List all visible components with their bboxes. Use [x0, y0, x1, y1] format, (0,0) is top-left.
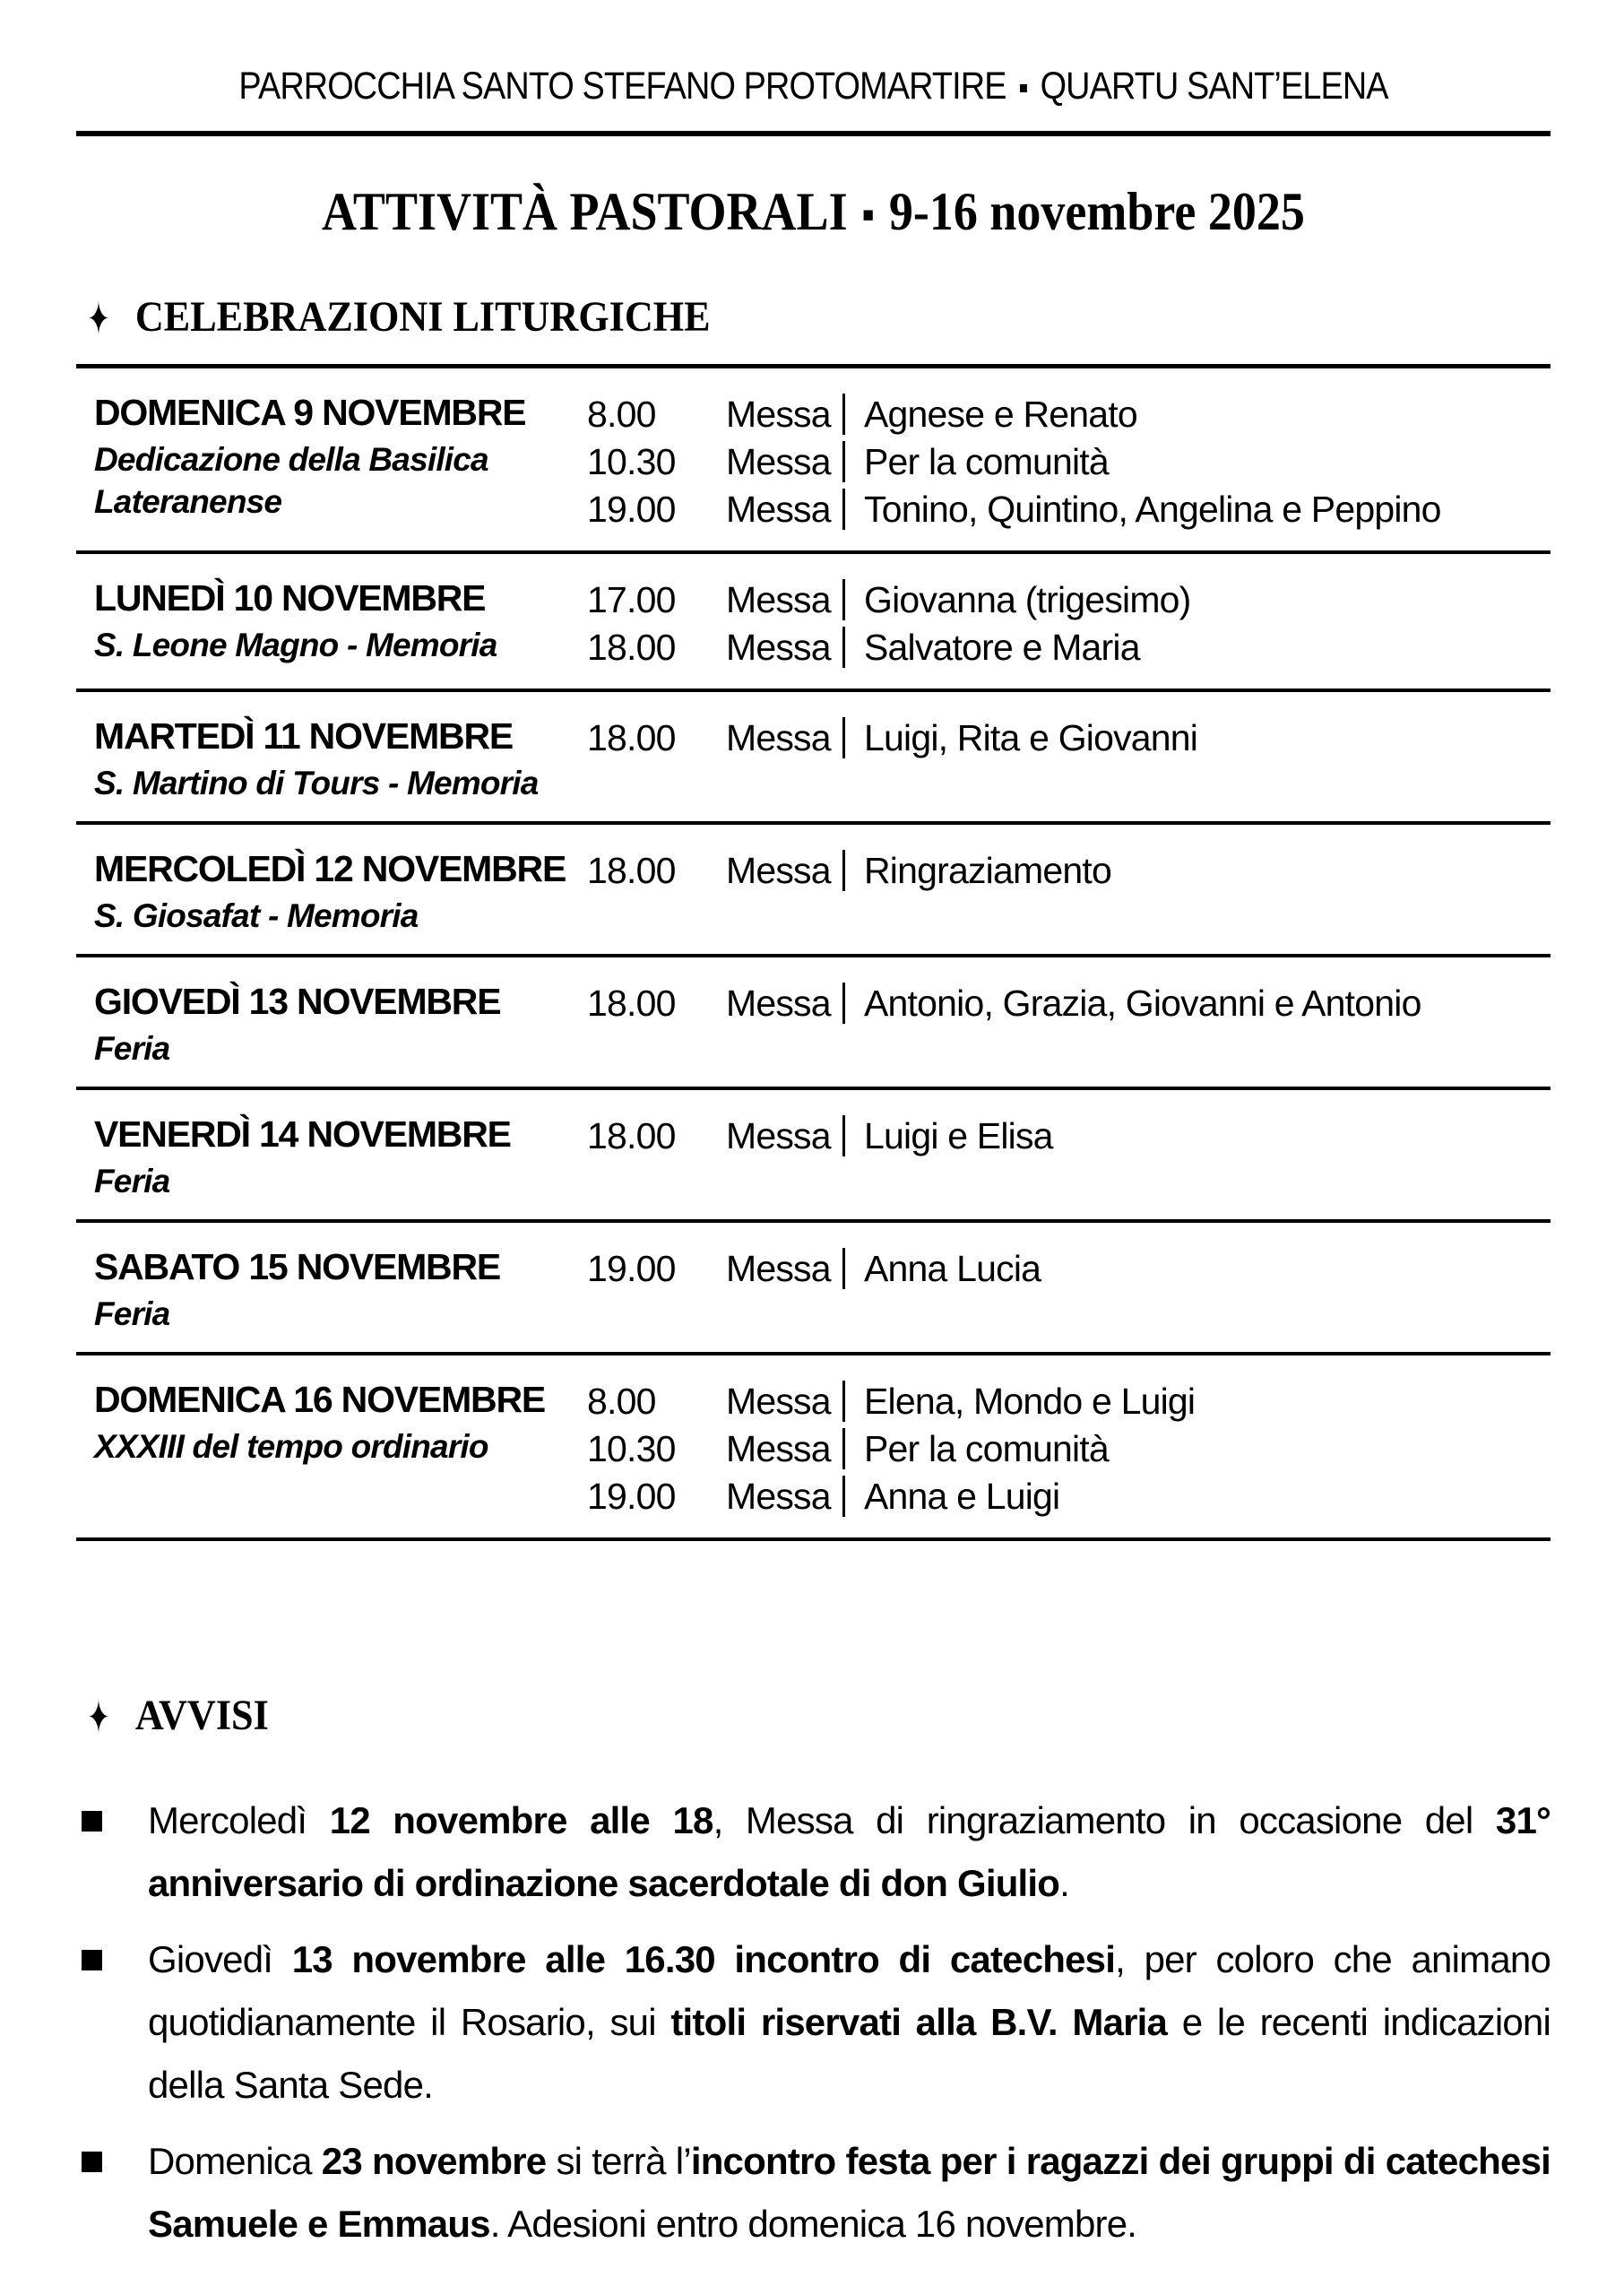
day-cell [94, 1378, 569, 1468]
section-avvisi-heading [83, 1692, 1551, 1743]
avviso-text [148, 1799, 1551, 1904]
four-pointed-star-icon: ✦ [87, 292, 110, 347]
day-cell [94, 1245, 569, 1335]
day-subtitle: S. Giosafat - Memoria [94, 896, 419, 934]
schedule-row [76, 1090, 1551, 1223]
avviso-bold-text: 23 novembre [321, 2139, 547, 2182]
mass-cell [587, 1378, 1551, 1520]
mass-entry [587, 486, 1551, 533]
day-title: GIOVEDÌ 13 NOVEMBRE [94, 980, 501, 1022]
day-cell [94, 1113, 569, 1202]
mass-time: 10.30 [587, 1427, 676, 1469]
day-subtitle: Feria [94, 1162, 170, 1199]
schedule-row [76, 1223, 1551, 1355]
schedule-row [76, 554, 1551, 692]
avviso-regular-text: Mercoledì [148, 1798, 330, 1841]
vertical-divider [842, 489, 845, 530]
avviso-regular-text: , per coloro che animano quotidianamente il Rosario, sui [148, 1937, 1551, 2043]
mass-entry [587, 1378, 1551, 1425]
avviso-item [76, 1789, 1551, 1915]
schedule-row [76, 368, 1551, 554]
liturgy-schedule-table [76, 364, 1551, 1541]
mass-time: 18.00 [587, 1114, 676, 1156]
mass-label: Messa [726, 849, 831, 891]
mass-intentions: Tonino, Quintino, Angelina e Peppino [864, 488, 1441, 530]
mass-time: 19.00 [587, 1475, 676, 1517]
vertical-divider [842, 1476, 845, 1517]
mass-cell [587, 980, 1551, 1027]
day-subtitle: S. Leone Magno - Memoria [94, 626, 497, 663]
parish-name: PARROCCHIA SANTO STEFANO PROTOMARTIRE [238, 65, 1006, 108]
mass-entry [587, 1473, 1551, 1520]
avviso-regular-text: Giovedì [148, 1937, 292, 1980]
mass-label: Messa [726, 716, 831, 758]
section-avvisi-label: AVVISI [134, 1691, 269, 1739]
vertical-divider [842, 1381, 845, 1422]
day-subtitle: XXXIII del tempo ordinario [94, 1427, 488, 1465]
mass-entry [587, 391, 1551, 438]
avviso-text [148, 1938, 1551, 2106]
avviso-bold-text: titoli riservati alla B.V. Maria [670, 2000, 1168, 2043]
section-celebrazioni-label: CELEBRAZIONI LITURGICHE [134, 292, 711, 341]
mass-time: 19.00 [587, 488, 676, 530]
mass-entry [587, 1245, 1551, 1293]
vertical-divider [842, 1428, 845, 1469]
mass-label: Messa [726, 1247, 831, 1289]
vertical-divider [842, 850, 845, 891]
mass-entry [587, 624, 1551, 671]
mass-cell [587, 576, 1551, 671]
mass-intentions: Anna Lucia [864, 1247, 1041, 1289]
square-separator-icon: ▪ [861, 202, 875, 226]
mass-cell [587, 714, 1551, 762]
mass-time: 17.00 [587, 578, 676, 620]
mass-time: 18.00 [587, 716, 676, 758]
avviso-regular-text: si terrà l’ [546, 2139, 691, 2182]
day-subtitle: S. Martino di Tours - Memoria [94, 764, 539, 801]
four-pointed-star-icon: ✦ [87, 1691, 110, 1745]
mass-intentions: Ringraziamento [864, 849, 1111, 891]
mass-label: Messa [726, 578, 831, 620]
mass-time: 8.00 [587, 393, 656, 435]
vertical-divider [842, 579, 845, 620]
avvisi-list [76, 1789, 1551, 2256]
day-cell [94, 980, 569, 1070]
mass-intentions: Luigi e Elisa [864, 1114, 1053, 1156]
day-cell [94, 391, 569, 523]
square-bullet-icon [82, 1811, 102, 1832]
mass-time: 8.00 [587, 1380, 656, 1422]
mass-entry [587, 1113, 1551, 1160]
mass-cell [587, 391, 1551, 533]
mass-intentions: Agnese e Renato [864, 393, 1137, 435]
schedule-row [76, 692, 1551, 825]
mass-time: 19.00 [587, 1247, 676, 1289]
mass-label: Messa [726, 1114, 831, 1156]
mass-time: 10.30 [587, 440, 676, 482]
mass-cell [587, 847, 1551, 895]
mass-entry [587, 847, 1551, 895]
mass-intentions: Antonio, Grazia, Giovanni e Antonio [864, 982, 1421, 1024]
day-title: MERCOLEDÌ 12 NOVEMBRE [94, 847, 566, 889]
mass-label: Messa [726, 982, 831, 1024]
mass-entry [587, 980, 1551, 1027]
parish-header [76, 63, 1551, 111]
avviso-bold-text: incontro festa per i ragazzi dei gruppi di catechesi Samuele e Emmaus [148, 2139, 1551, 2245]
avviso-regular-text: Domenica [148, 2139, 322, 2182]
vertical-divider [842, 394, 845, 435]
vertical-divider [842, 441, 845, 482]
mass-label: Messa [726, 1475, 831, 1517]
square-bullet-icon [82, 1950, 102, 1970]
avviso-item [76, 2130, 1551, 2256]
mass-intentions: Anna e Luigi [864, 1475, 1060, 1517]
mass-intentions: Per la comunità [864, 440, 1109, 482]
avviso-text [148, 2140, 1551, 2245]
avviso-regular-text: . Adesioni entro domenica 16 novembre. [489, 2202, 1137, 2245]
avviso-regular-text: , Messa di ringraziamento in occasione del [713, 1798, 1496, 1841]
section-celebrazioni-heading [83, 292, 1551, 347]
mass-entry [587, 438, 1551, 486]
vertical-divider [842, 717, 845, 758]
page-title-left: ATTIVITÀ PASTORALI [322, 182, 848, 242]
vertical-divider [842, 1115, 845, 1156]
day-title: VENERDÌ 14 NOVEMBRE [94, 1113, 511, 1155]
avviso-regular-text: . [1059, 1861, 1070, 1904]
mass-entry [587, 576, 1551, 624]
mass-label: Messa [726, 1427, 831, 1469]
schedule-row [76, 825, 1551, 957]
parish-town: QUARTU SANT’ELENA [1040, 65, 1388, 108]
mass-intentions: Luigi, Rita e Giovanni [864, 716, 1198, 758]
day-cell [94, 714, 569, 804]
avviso-bold-text: 12 novembre alle 18 [329, 1798, 713, 1841]
day-title: MARTEDÌ 11 NOVEMBRE [94, 714, 513, 757]
avviso-bold-text: 31° anniversario di ordinazione sacerdotale di don Giulio [148, 1798, 1551, 1904]
avviso-bold-text: 13 novembre alle 16.30 incontro di catechesi [291, 1937, 1116, 1980]
mass-cell [587, 1113, 1551, 1160]
mass-intentions: Salvatore e Maria [864, 626, 1140, 668]
day-subtitle: Dedicazione della Basilica Lateranense [94, 440, 488, 520]
day-title: DOMENICA 9 NOVEMBRE [94, 391, 526, 433]
avviso-regular-text: e le recenti indicazioni della Santa Sede. [148, 2000, 1551, 2106]
page-title [76, 183, 1551, 243]
mass-label: Messa [726, 488, 831, 530]
mass-time: 18.00 [587, 982, 676, 1024]
day-title: SABATO 15 NOVEMBRE [94, 1245, 501, 1287]
mass-time: 18.00 [587, 849, 676, 891]
schedule-row [76, 1355, 1551, 1541]
day-subtitle: Feria [94, 1295, 170, 1332]
mass-label: Messa [726, 440, 831, 482]
square-bullet-icon [82, 2152, 102, 2172]
square-separator-icon: ▪ [1018, 78, 1028, 98]
mass-time: 18.00 [587, 626, 676, 668]
avviso-item [76, 1928, 1551, 2117]
header-rule [76, 131, 1551, 136]
day-cell [94, 847, 569, 937]
day-subtitle: Feria [94, 1029, 170, 1067]
day-title: DOMENICA 16 NOVEMBRE [94, 1378, 545, 1420]
mass-label: Messa [726, 626, 831, 668]
mass-cell [587, 1245, 1551, 1293]
mass-entry [587, 1425, 1551, 1473]
mass-intentions: Per la comunità [864, 1427, 1109, 1469]
mass-intentions: Giovanna (trigesimo) [864, 578, 1191, 620]
mass-entry [587, 714, 1551, 762]
mass-label: Messa [726, 1380, 831, 1422]
vertical-divider [842, 983, 845, 1024]
day-title: LUNEDÌ 10 NOVEMBRE [94, 576, 486, 619]
vertical-divider [842, 1248, 845, 1289]
day-cell [94, 576, 569, 666]
mass-label: Messa [726, 393, 831, 435]
vertical-divider [842, 627, 845, 668]
mass-intentions: Elena, Mondo e Luigi [864, 1380, 1196, 1422]
page-title-daterange: 9-16 novembre 2025 [888, 182, 1305, 242]
schedule-row [76, 957, 1551, 1090]
